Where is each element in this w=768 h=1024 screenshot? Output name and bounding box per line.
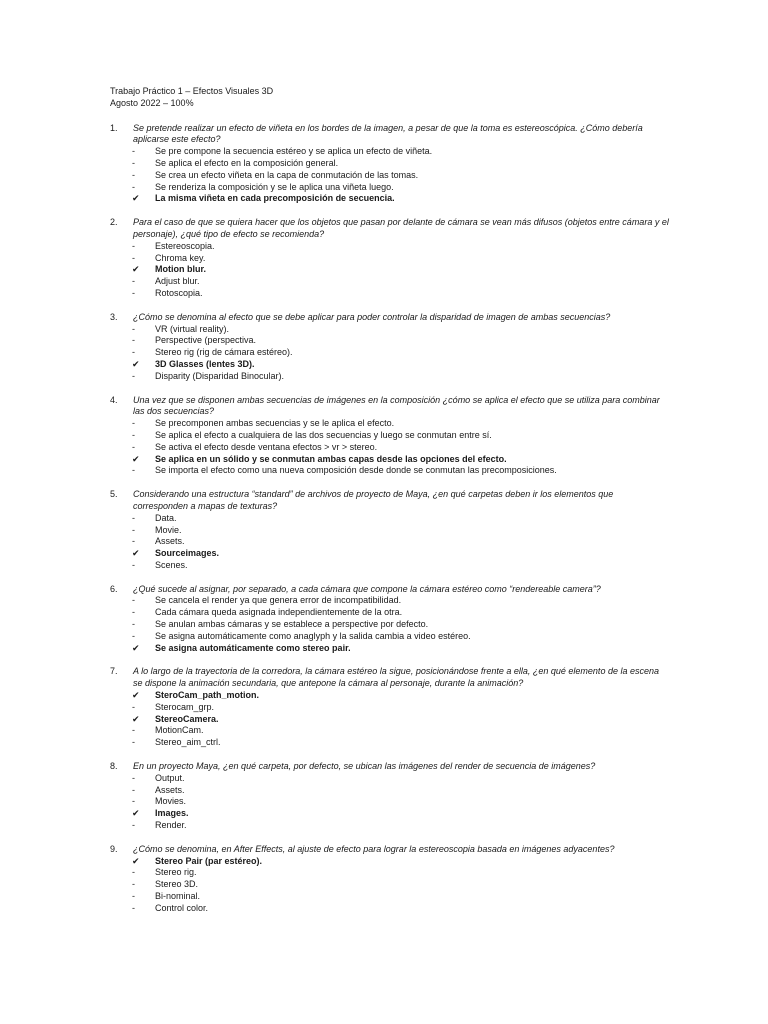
answer-options xyxy=(110,595,670,654)
dash-bullet: - xyxy=(132,607,135,618)
answer-option-correct xyxy=(110,690,670,702)
answer-text: Stereo 3D. xyxy=(155,879,199,890)
question-row xyxy=(110,844,670,856)
answer-options xyxy=(110,773,670,832)
dash-bullet: - xyxy=(132,559,135,570)
question-number: 5. xyxy=(110,489,118,500)
dash-bullet: - xyxy=(132,370,135,381)
question-number: 2. xyxy=(110,217,118,228)
answer-options xyxy=(110,146,670,205)
dash-bullet: - xyxy=(132,902,135,913)
checkmark-icon: ✔ xyxy=(132,548,140,559)
checkmark-icon: ✔ xyxy=(132,713,140,724)
answer-text: Chroma key. xyxy=(155,252,206,263)
dash-bullet: - xyxy=(132,276,135,287)
answer-text: VR (virtual reality). xyxy=(155,323,230,334)
checkmark-icon: ✔ xyxy=(132,855,140,866)
answer-text: Scenes. xyxy=(155,559,188,570)
answer-text: Disparity (Disparidad Binocular). xyxy=(155,370,285,381)
answer-option xyxy=(110,595,670,607)
answer-text: Render. xyxy=(155,820,187,831)
dash-bullet: - xyxy=(132,323,135,334)
question-text: Considerando una estructura “standard” de archivos de proyecto de Maya, ¿en qué carpetas deben ir los elementos que corresponden a mapas de texturas? xyxy=(133,489,614,511)
answer-option xyxy=(110,182,670,194)
question-number: 3. xyxy=(110,311,118,322)
question-text: Una vez que se disponen ambas secuencias de imágenes en la composición ¿cómo se aplica el efecto que se utiliza para combinar las dos secuencias? xyxy=(133,394,660,417)
dash-bullet: - xyxy=(132,335,135,346)
checkmark-icon: ✔ xyxy=(132,808,140,819)
question-number: 6. xyxy=(110,583,118,594)
answer-text: Se activa el efecto desde ventana efectos > vr > stereo. xyxy=(155,441,378,452)
answer-option-correct xyxy=(110,643,670,655)
answer-option-correct xyxy=(110,548,670,560)
answer-text: Images. xyxy=(155,808,189,819)
answer-option xyxy=(110,241,670,253)
answer-text: Se aplica el efecto en la composición general. xyxy=(155,157,339,168)
answer-option xyxy=(110,702,670,714)
answer-option xyxy=(110,324,670,336)
document-title: Trabajo Práctico 1 – Efectos Visuales 3D xyxy=(110,86,274,96)
answer-text: Assets. xyxy=(155,784,185,795)
answer-option xyxy=(110,536,670,548)
answer-option xyxy=(110,820,670,832)
answer-options xyxy=(110,513,670,572)
question-row xyxy=(110,123,670,147)
question-text: En un proyecto Maya, ¿en qué carpeta, por defecto, se ubican las imágenes del render de secuencia de imágenes? xyxy=(133,761,596,772)
question-text: A lo largo de la trayectoria de la corredora, la cámara estéreo la sigue, posicionándose frente a ella, ¿en qué elemento de la escena se dispone la animación secundaria, que antepone la cámara al personaje, durante la animación? xyxy=(133,666,659,689)
answer-option-correct xyxy=(110,193,670,205)
question-item xyxy=(110,844,670,915)
answer-text: MotionCam. xyxy=(155,725,204,736)
dash-bullet: - xyxy=(132,157,135,168)
answer-option xyxy=(110,146,670,158)
answer-option xyxy=(110,371,670,383)
dash-bullet: - xyxy=(132,725,135,736)
dash-bullet: - xyxy=(132,347,135,358)
dash-bullet: - xyxy=(132,630,135,641)
answer-text: Stereo_aim_ctrl. xyxy=(155,737,221,748)
checkmark-icon: ✔ xyxy=(132,453,140,464)
question-item xyxy=(110,584,670,655)
dash-bullet: - xyxy=(132,465,135,476)
question-number: 4. xyxy=(110,394,118,405)
answer-text: Rotoscopia. xyxy=(155,287,203,298)
answer-text: Se anulan ambas cámaras y se establece a perspective por defecto. xyxy=(155,619,429,630)
answer-option-correct xyxy=(110,856,670,868)
question-list xyxy=(110,123,670,915)
answer-option xyxy=(110,773,670,785)
answer-options xyxy=(110,690,670,749)
dash-bullet: - xyxy=(132,146,135,157)
answer-option xyxy=(110,525,670,537)
dash-bullet: - xyxy=(132,772,135,783)
question-text: Se pretende realizar un efecto de viñeta en los bordes de la imagen, a pesar de que la toma es estereoscópica. ¿Cómo debería aplicarse este efecto? xyxy=(133,122,643,145)
answer-option xyxy=(110,442,670,454)
answer-option xyxy=(110,737,670,749)
answer-text: Stereo Pair (par estéreo). xyxy=(155,855,263,866)
document-subtitle: Agosto 2022 – 100% xyxy=(110,97,194,108)
answer-option xyxy=(110,891,670,903)
answer-text: Control color. xyxy=(155,902,209,913)
dash-bullet: - xyxy=(132,879,135,890)
question-text: ¿Cómo se denomina, en After Effects, al ajuste de efecto para lograr la estereoscopia basada en imágenes adyacentes? xyxy=(133,843,615,854)
answer-option xyxy=(110,796,670,808)
dash-bullet: - xyxy=(132,252,135,263)
checkmark-icon: ✔ xyxy=(132,264,140,275)
answer-option-correct xyxy=(110,714,670,726)
answer-text: StereoCamera. xyxy=(155,713,219,724)
question-item xyxy=(110,123,670,206)
document-page xyxy=(110,86,670,927)
question-item xyxy=(110,395,670,478)
answer-option xyxy=(110,347,670,359)
answer-option-correct xyxy=(110,359,670,371)
answer-text: Assets. xyxy=(155,536,185,547)
question-item xyxy=(110,312,670,383)
dash-bullet: - xyxy=(132,701,135,712)
answer-text: La misma viñeta en cada precomposición de secuencia. xyxy=(155,193,395,204)
question-row xyxy=(110,217,670,241)
answer-option xyxy=(110,607,670,619)
answer-option xyxy=(110,619,670,631)
dash-bullet: - xyxy=(132,240,135,251)
answer-text: 3D Glasses (lentes 3D). xyxy=(155,358,255,369)
answer-option xyxy=(110,335,670,347)
answer-option xyxy=(110,253,670,265)
answer-text: Adjust blur. xyxy=(155,276,200,287)
question-item xyxy=(110,666,670,749)
answer-option xyxy=(110,465,670,477)
answer-option xyxy=(110,560,670,572)
answer-text: Se aplica el efecto a cualquiera de las dos secuencias y luego se conmutan entre sí. xyxy=(155,429,492,440)
answer-text: Data. xyxy=(155,512,177,523)
dash-bullet: - xyxy=(132,867,135,878)
answer-option xyxy=(110,418,670,430)
answer-option xyxy=(110,158,670,170)
answer-option xyxy=(110,725,670,737)
dash-bullet: - xyxy=(132,181,135,192)
question-row xyxy=(110,312,670,324)
question-number: 9. xyxy=(110,843,118,854)
answer-text: Estereoscopia. xyxy=(155,240,215,251)
question-text: ¿Qué sucede al asignar, por separado, a cada cámara que compone la cámara estéreo como “rendereable camera”? xyxy=(133,583,601,594)
dash-bullet: - xyxy=(132,169,135,180)
question-item xyxy=(110,761,670,832)
answer-option xyxy=(110,513,670,525)
checkmark-icon: ✔ xyxy=(132,193,140,204)
answer-option xyxy=(110,276,670,288)
dash-bullet: - xyxy=(132,287,135,298)
dash-bullet: - xyxy=(132,536,135,547)
answer-option xyxy=(110,631,670,643)
answer-option xyxy=(110,288,670,300)
answer-text: Output. xyxy=(155,772,185,783)
answer-text: Se asigna automáticamente como stereo pair. xyxy=(155,642,351,653)
answer-text: Movie. xyxy=(155,524,182,535)
answer-options xyxy=(110,418,670,477)
question-row xyxy=(110,395,670,419)
question-text: Para el caso de que se quiera hacer que los objetos que pasan por delante de cámara se vean más difusos (objetos entre cámara y el personaje), ¿qué tipo de efecto se recomienda? xyxy=(133,217,669,239)
answer-text: Stereo rig (rig de cámara estéreo). xyxy=(155,347,293,358)
answer-text: Se precomponen ambas secuencias y se le aplica el efecto. xyxy=(155,418,395,429)
answer-text: Stereo rig. xyxy=(155,867,197,878)
answer-text: Cada cámara queda asignada independientemente de la otra. xyxy=(155,607,403,618)
dash-bullet: - xyxy=(132,820,135,831)
answer-text: Motion blur. xyxy=(155,264,206,275)
answer-text: Se pre compone la secuencia estéreo y se aplica un efecto de viñeta. xyxy=(155,146,433,157)
answer-options xyxy=(110,324,670,383)
question-row xyxy=(110,666,670,690)
question-text: ¿Cómo se denomina al efecto que se debe aplicar para poder controlar la disparidad de imagen de ambas secuencias? xyxy=(133,311,611,322)
dash-bullet: - xyxy=(132,429,135,440)
answer-text: Sterocam_grp. xyxy=(155,701,215,712)
question-row xyxy=(110,761,670,773)
question-item xyxy=(110,489,670,572)
answer-option xyxy=(110,867,670,879)
answer-text: Se importa el efecto como una nueva composición desde donde se conmutan las precomposiciones. xyxy=(155,465,557,476)
answer-option-correct xyxy=(110,808,670,820)
answer-text: Sourceimages. xyxy=(155,548,220,559)
answer-text: Se crea un efecto viñeta en la capa de conmutación de las tomas. xyxy=(155,169,419,180)
answer-text: Se asigna automáticamente como anaglyph y la salida cambia a video estéreo. xyxy=(155,630,471,641)
dash-bullet: - xyxy=(132,891,135,902)
answer-options xyxy=(110,856,670,915)
question-item xyxy=(110,217,670,300)
dash-bullet: - xyxy=(132,512,135,523)
answer-option xyxy=(110,170,670,182)
answer-option xyxy=(110,879,670,891)
dash-bullet: - xyxy=(132,441,135,452)
question-row xyxy=(110,489,670,513)
answer-text: Perspective (perspectiva. xyxy=(155,335,257,346)
document-header xyxy=(110,86,670,110)
dash-bullet: - xyxy=(132,524,135,535)
dash-bullet: - xyxy=(132,619,135,630)
answer-option xyxy=(110,785,670,797)
checkmark-icon: ✔ xyxy=(132,358,140,369)
answer-text: SteroCam_path_motion. xyxy=(155,690,260,701)
answer-options xyxy=(110,241,670,300)
question-number: 8. xyxy=(110,761,118,772)
answer-text: Bi-nominal. xyxy=(155,891,201,902)
question-number: 7. xyxy=(110,666,118,677)
answer-option xyxy=(110,903,670,915)
answer-text: Se cancela el render ya que genera error de incompatibilidad. xyxy=(155,595,402,606)
dash-bullet: - xyxy=(132,784,135,795)
answer-text: Se renderiza la composición y se le aplica una viñeta luego. xyxy=(155,181,394,192)
answer-option-correct xyxy=(110,454,670,466)
question-number: 1. xyxy=(110,122,118,133)
dash-bullet: - xyxy=(132,418,135,429)
dash-bullet: - xyxy=(132,796,135,807)
answer-option xyxy=(110,430,670,442)
dash-bullet: - xyxy=(132,595,135,606)
checkmark-icon: ✔ xyxy=(132,690,140,701)
answer-text: Movies. xyxy=(155,796,187,807)
answer-option-correct xyxy=(110,264,670,276)
dash-bullet: - xyxy=(132,737,135,748)
question-row xyxy=(110,584,670,596)
answer-text: Se aplica en un sólido y se conmutan ambas capas desde las opciones del efecto. xyxy=(155,453,507,464)
checkmark-icon: ✔ xyxy=(132,642,140,653)
